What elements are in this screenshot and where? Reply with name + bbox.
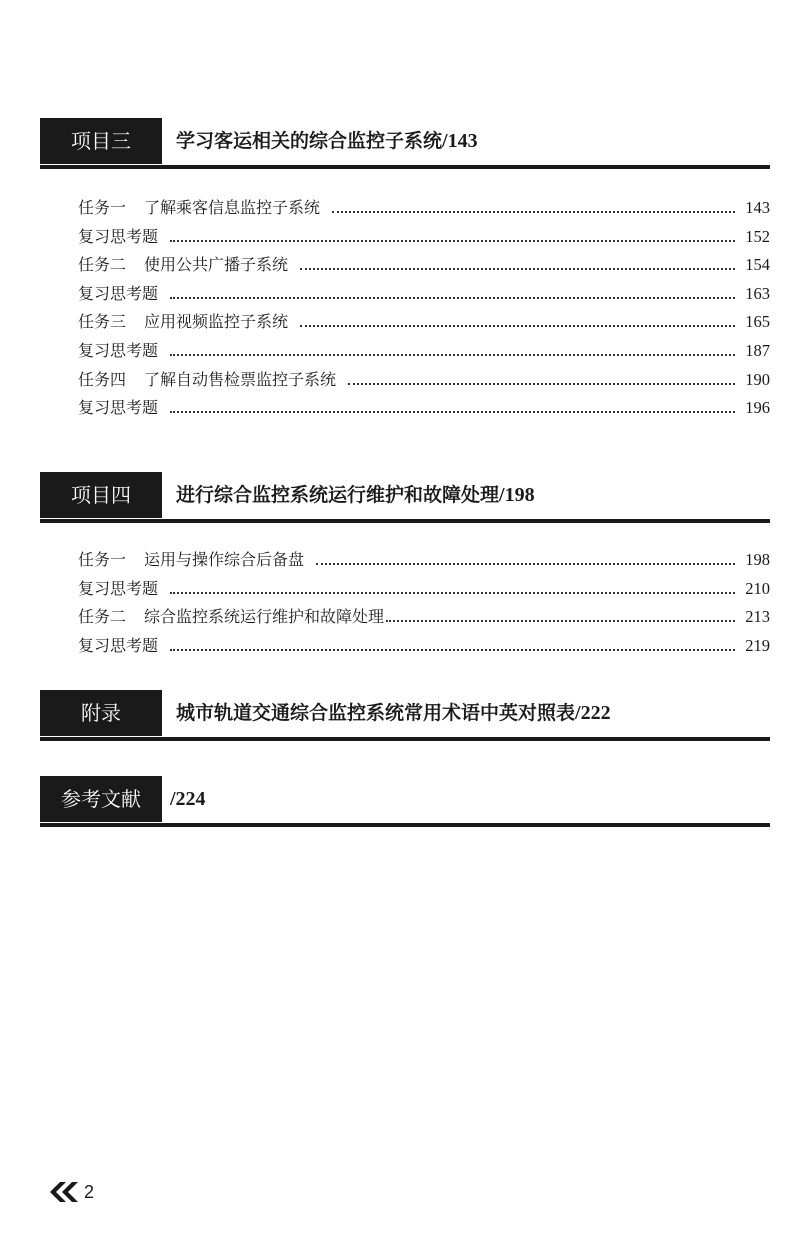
- entry-title: 运用与操作综合后备盘: [144, 550, 305, 569]
- dot-leader: [348, 382, 735, 385]
- section-header: [40, 472, 770, 518]
- section-tag: 附录: [40, 690, 162, 736]
- entry-page-number: 163: [745, 283, 770, 303]
- section-page: /222: [575, 702, 611, 724]
- entry-title: 复习思考题: [78, 635, 159, 655]
- toc-entry[interactable]: [40, 395, 770, 424]
- section-header: [40, 776, 770, 822]
- toc-entry-list: [40, 547, 770, 661]
- dot-leader: [170, 648, 735, 651]
- entry-page-number: 210: [745, 578, 770, 598]
- page-footer: [46, 1178, 94, 1206]
- section-rule: [40, 519, 770, 523]
- dot-leader: [332, 210, 735, 213]
- entry-page-number: 198: [745, 550, 770, 569]
- section-tag: 项目三: [40, 118, 162, 164]
- dot-leader: [386, 619, 735, 622]
- entry-title: 应用视频监控子系统: [144, 312, 289, 332]
- entry-page-number: 213: [745, 607, 770, 627]
- page-number: 2: [84, 1181, 95, 1202]
- task-number: 任务一: [78, 550, 127, 569]
- toc-section-references: [40, 776, 770, 827]
- toc-entry[interactable]: [40, 309, 770, 338]
- dot-leader: [300, 267, 735, 270]
- toc-entry[interactable]: [40, 281, 770, 310]
- entry-title: 复习思考题: [78, 398, 159, 418]
- dot-leader: [170, 353, 735, 356]
- section-page: /224: [170, 788, 206, 810]
- toc-entry[interactable]: [40, 633, 770, 662]
- section-title-text: 进行综合监控系统运行维护和故障处理: [176, 484, 500, 506]
- entry-page-number: 190: [745, 369, 770, 389]
- section-title[interactable]: [176, 690, 611, 736]
- task-number: 任务二: [78, 255, 127, 275]
- entry-title: 复习思考题: [78, 283, 159, 303]
- entry-title: 综合监控系统运行维护和故障处理: [144, 607, 385, 627]
- toc-entry[interactable]: [40, 576, 770, 605]
- dot-leader: [316, 562, 735, 565]
- dot-leader: [170, 296, 735, 299]
- section-tag: 项目四: [40, 472, 162, 518]
- entry-page-number: 152: [745, 226, 770, 246]
- section-rule: [40, 823, 770, 827]
- task-number: 任务四: [78, 369, 127, 389]
- section-tag: 参考文献: [40, 776, 162, 822]
- toc-entry[interactable]: [40, 547, 770, 576]
- double-chevron-left-icon: [46, 1181, 82, 1203]
- toc-entry[interactable]: [40, 604, 770, 633]
- entry-page-number: 165: [745, 312, 770, 332]
- section-title-text: 学习客运相关的综合监控子系统: [176, 130, 443, 152]
- dot-leader: [170, 591, 735, 594]
- toc-entry[interactable]: [40, 338, 770, 367]
- entry-title: 复习思考题: [78, 226, 159, 246]
- section-title[interactable]: [176, 118, 478, 164]
- entry-title: 了解乘客信息监控子系统: [144, 198, 321, 217]
- section-rule: [40, 165, 770, 169]
- section-title[interactable]: [176, 472, 535, 518]
- entry-page-number: 219: [745, 635, 770, 655]
- section-page: /143: [442, 130, 478, 152]
- dot-leader: [300, 324, 735, 327]
- toc-entry[interactable]: [40, 195, 770, 224]
- section-header: [40, 118, 770, 164]
- entry-title: 复习思考题: [78, 578, 159, 598]
- toc-section-appendix: [40, 690, 770, 741]
- entry-page-number: 143: [745, 198, 770, 217]
- toc-section-project-4: [40, 472, 770, 661]
- section-header: [40, 690, 770, 736]
- toc-entry-list: [40, 195, 770, 424]
- task-number: 任务二: [78, 607, 127, 627]
- toc-entry[interactable]: [40, 224, 770, 253]
- dot-leader: [170, 410, 735, 413]
- task-number: 任务一: [78, 198, 127, 217]
- entry-title: 使用公共广播子系统: [144, 255, 289, 275]
- task-number: 任务三: [78, 312, 127, 332]
- section-title[interactable]: [170, 776, 206, 822]
- section-title-text: 城市轨道交通综合监控系统常用术语中英对照表: [176, 702, 576, 724]
- section-rule: [40, 737, 770, 741]
- entry-page-number: 196: [745, 398, 770, 418]
- entry-page-number: 154: [745, 255, 770, 275]
- section-page: /198: [499, 484, 535, 506]
- toc-entry[interactable]: [40, 252, 770, 281]
- dot-leader: [170, 239, 735, 242]
- entry-title: 复习思考题: [78, 340, 159, 360]
- entry-page-number: 187: [745, 340, 770, 360]
- entry-title: 了解自动售检票监控子系统: [144, 369, 337, 389]
- toc-entry[interactable]: [40, 367, 770, 396]
- toc-section-project-3: [40, 118, 770, 424]
